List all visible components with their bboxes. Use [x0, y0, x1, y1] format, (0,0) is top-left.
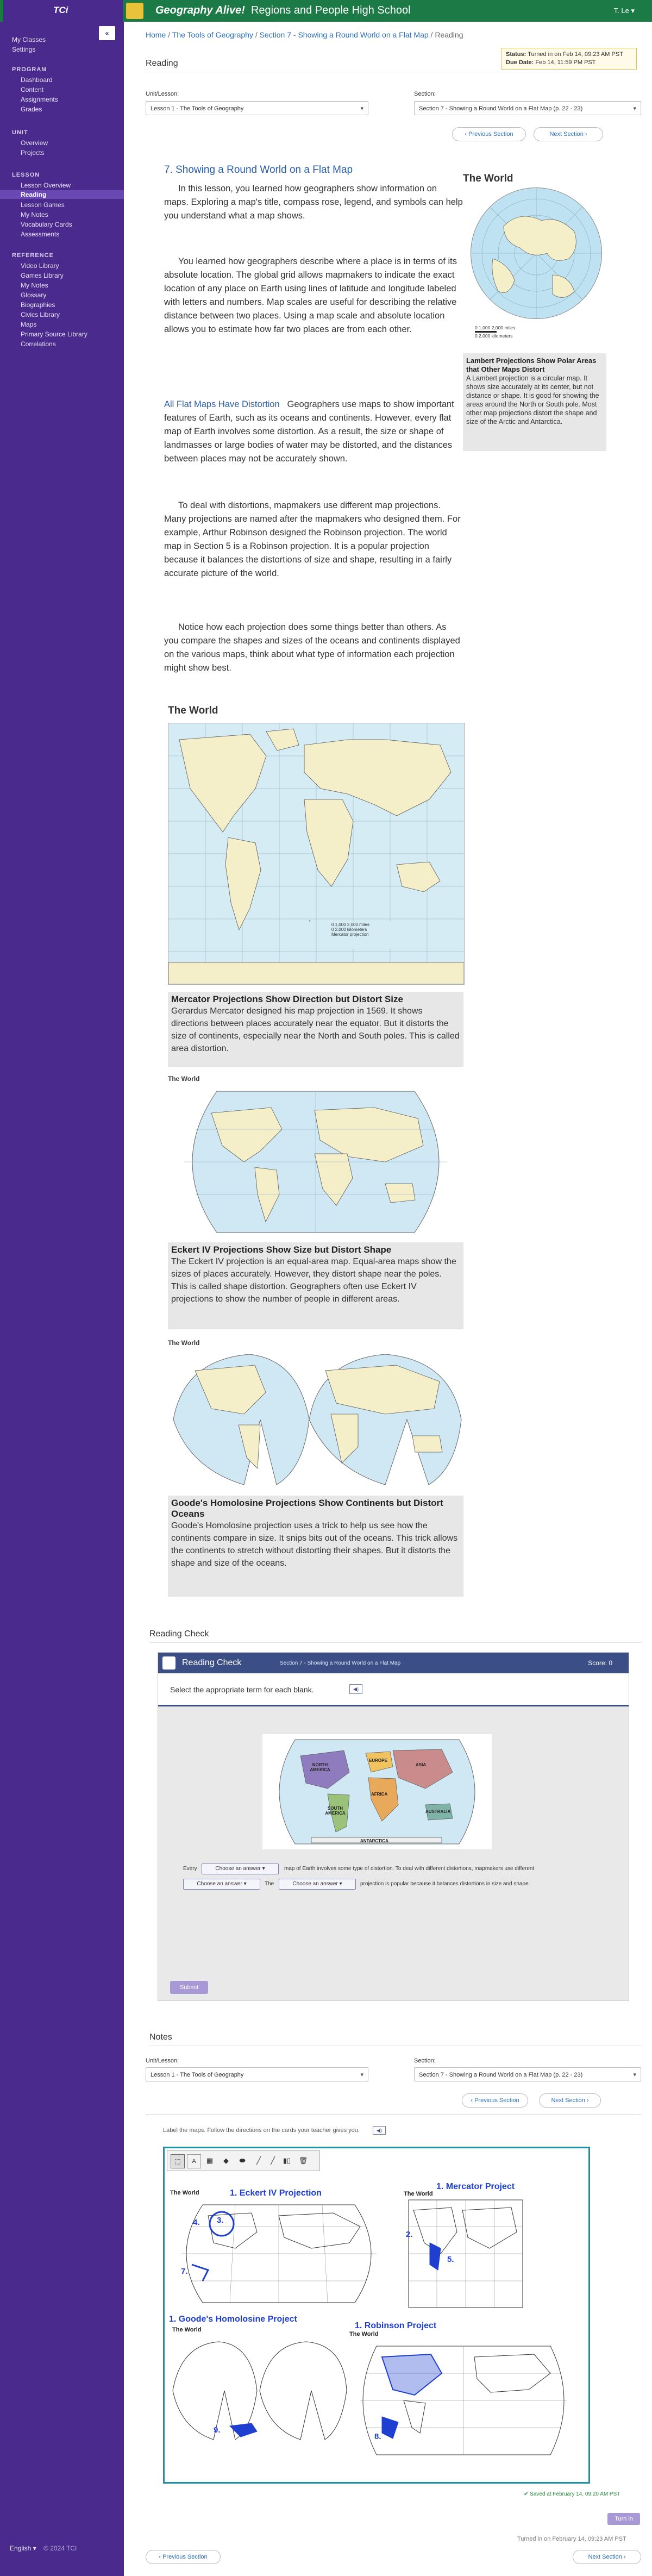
- note-eckert-map: [170, 2199, 387, 2308]
- eckert-caption-title: Eckert IV Projections Show Size but Distort Shape: [171, 1245, 392, 1255]
- goode-map: [168, 1349, 463, 1491]
- eckert-map: [168, 1086, 463, 1238]
- goode-caption-title: Goode's Homolosine Projections Show Continents but Distort Oceans: [171, 1498, 443, 1519]
- sidebar-item-lesson-games[interactable]: Lesson Games: [21, 201, 65, 209]
- school-name: Regions and People High School: [250, 4, 411, 16]
- mercator-scale: [331, 922, 369, 937]
- notes-section-label: Section:: [414, 2058, 436, 2064]
- side-scale-km: 0 2,000 kilometers: [475, 333, 513, 339]
- reading-check-icon: [162, 1656, 175, 1670]
- product-name: Geography Alive!: [155, 4, 245, 16]
- sidebar-header-program: PROGRAM: [12, 66, 47, 73]
- sidebar-item-projects[interactable]: Projects: [21, 149, 45, 157]
- next-section-button[interactable]: Next Section ›: [534, 127, 603, 141]
- submit-button[interactable]: Submit: [170, 1981, 208, 1994]
- label-antarctica: ANTARCTICA: [360, 1839, 388, 1843]
- reading-check-title: Reading Check: [182, 1658, 242, 1667]
- unit-lesson-label: Unit/Lesson:: [146, 91, 179, 97]
- sidebar-header-unit: UNIT: [12, 129, 28, 136]
- lesson-title: 7. Showing a Round World on a Flat Map: [164, 164, 353, 176]
- blank-1-dropdown[interactable]: Choose an answer ▾: [202, 1864, 279, 1874]
- paragraph-5: Notice how each projection does some things better than others. As you compare the shapes and sizes of the oceans and continents displayed on the various maps, think about what type of information each projection might show best.: [164, 622, 460, 673]
- divider: [149, 1642, 642, 1643]
- paragraph-3: [164, 398, 463, 466]
- scale-bar: [475, 331, 497, 333]
- user-menu[interactable]: T. Le ▾: [613, 7, 635, 15]
- logo-text: TCi: [53, 5, 68, 15]
- note-number-2: 2.: [406, 2230, 413, 2239]
- sidebar-item-video-library[interactable]: Video Library: [21, 262, 59, 270]
- user-name: T. Le: [613, 7, 629, 15]
- sidebar-item-assessments[interactable]: Assessments: [21, 230, 60, 238]
- sidebar-item-reading[interactable]: Reading: [21, 191, 47, 198]
- note-world-4: The World: [349, 2331, 379, 2337]
- line-tool-icon[interactable]: ╱: [271, 2156, 275, 2165]
- section-select[interactable]: Section 7 - Showing a Round World on a Flat Map (p. 22 - 23) ▾: [414, 101, 641, 115]
- paragraph-3-keyword: All Flat Maps Have Distortion: [164, 399, 280, 409]
- note-title-eckert: 1. Eckert IV Projection: [230, 2189, 322, 2198]
- tci-logo[interactable]: [3, 0, 123, 22]
- mercator-map-graphic: [168, 723, 464, 984]
- audio-icon[interactable]: ◀): [349, 1684, 362, 1694]
- sidebar-item-civics-library[interactable]: Civics Library: [21, 311, 60, 318]
- mercator-projection-label: Mercator projection: [331, 932, 369, 937]
- arrange-tool-icon[interactable]: ▮▯: [283, 2156, 291, 2165]
- breadcrumb-program[interactable]: The Tools of Geography: [172, 30, 253, 39]
- sidebar-item-my-notes[interactable]: My Notes: [21, 211, 48, 218]
- drawing-toolbar: [167, 2150, 320, 2171]
- text-tool-icon[interactable]: A: [187, 2154, 201, 2168]
- sidebar-item-dashboard[interactable]: Dashboard: [21, 76, 53, 84]
- note-world-2: The World: [404, 2191, 433, 2197]
- reading-check-heading: Reading Check: [149, 1629, 209, 1639]
- notes-canvas-panel: [163, 2147, 590, 2484]
- note-number-4: 4.: [193, 2218, 200, 2227]
- mercator-map-title: The World: [168, 705, 218, 716]
- label-africa: AFRICA: [371, 1792, 388, 1797]
- sidebar-item-settings[interactable]: Settings: [12, 46, 36, 53]
- top-bar: [0, 0, 652, 22]
- eckert-caption-text: The Eckert IV projection is an equal-area map. Equal-area maps show the sizes of places accurately. However, they distort shape near the poles. This is called shape distortion. Geographers often use Eckert IV projections to show the number of people in different areas.: [171, 1257, 456, 1304]
- reading-heading: Reading: [146, 59, 178, 68]
- svg-text:+: +: [309, 920, 311, 923]
- notes-unit-select[interactable]: Lesson 1 - The Tools of Geography ▾: [146, 2067, 368, 2081]
- sidebar-footer: [10, 2544, 77, 2552]
- saved-text: Saved at February 14, 09:20 AM PST: [530, 2491, 620, 2497]
- sentence-1-rest: map of Earth involves some type of distortion. To deal with different distortions, mapmakers use different: [284, 1866, 535, 1872]
- bottom-next-section-button[interactable]: Next Section ›: [573, 2550, 641, 2564]
- mercator-scale-miles: 0 1,000 2,000 miles: [331, 922, 369, 927]
- label-north-america: NORTH AMERICA: [310, 1762, 330, 1772]
- image-tool-icon[interactable]: ▦: [206, 2156, 214, 2165]
- notes-next-section-button[interactable]: Next Section ›: [539, 2093, 601, 2108]
- note-goode-map: [170, 2336, 349, 2445]
- notes-unit-label: Unit/Lesson:: [146, 2058, 179, 2064]
- pen-tool-icon[interactable]: ╱: [256, 2156, 261, 2165]
- product-title: [155, 4, 411, 17]
- sidebar-item-content[interactable]: Content: [21, 86, 44, 93]
- divider: [146, 2114, 641, 2115]
- status-label: Status:: [506, 51, 526, 58]
- word-the: The: [265, 1881, 274, 1887]
- note-number-7: 7.: [181, 2267, 188, 2276]
- lambert-caption-text: A Lambert projection is a circular map. It shows size accurately at its center, but not distance or shape. It is good for showing the areas around the North or South pole. Most other map projections distort the shape and size of the Arctic and Antarctica.: [466, 374, 599, 426]
- language-label: English: [10, 2544, 32, 2552]
- side-scale-miles: 0 1,000 2,000 miles: [475, 325, 516, 330]
- sidebar-item-games-library[interactable]: Games Library: [21, 272, 64, 279]
- status-box: [501, 48, 637, 70]
- sidebar-item-glossary[interactable]: Glossary: [21, 291, 47, 299]
- eckert-map-title: The World: [168, 1075, 200, 1083]
- paragraph-1: In this lesson, you learned how geographers show information on maps. Exploring a map's title, compass rose, legend, and symbols can help you understand what a map shows.: [164, 184, 463, 221]
- turned-in-status: Turned in on February 14, 09:23 AM PST: [517, 2536, 626, 2542]
- sidebar-item-overview[interactable]: Overview: [21, 139, 48, 147]
- mercator-caption: [168, 992, 463, 1067]
- sidebar-header-lesson: LESSON: [12, 172, 40, 178]
- due-value: Feb 14, 11:59 PM PST: [535, 59, 596, 66]
- note-number-8: 8.: [374, 2432, 381, 2441]
- notes-instruction: Label the maps. Follow the directions on the cards your teacher gives you.: [163, 2127, 360, 2134]
- eckert-map-graphic: [168, 1086, 463, 1238]
- reading-check-map: [262, 1734, 492, 1849]
- label-asia: ASIA: [416, 1762, 427, 1767]
- note-title-mercator: 1. Mercator Project: [436, 2182, 515, 2191]
- select-tool-icon[interactable]: ⬚: [171, 2154, 185, 2168]
- eckert-caption: [168, 1242, 463, 1329]
- shape-tool-icon[interactable]: ⬬: [239, 2156, 246, 2165]
- note-title-robinson: 1. Robinson Project: [355, 2321, 437, 2330]
- notes-section-select[interactable]: Section 7 - Showing a Round World on a Flat Map (p. 22 - 23) ▾: [414, 2067, 641, 2081]
- breadcrumb-sep: /: [255, 30, 258, 39]
- lambert-map-graphic: [471, 188, 601, 318]
- breadcrumb: [146, 30, 463, 39]
- previous-section-button[interactable]: ‹ Previous Section: [452, 127, 526, 141]
- bottom-previous-section-button[interactable]: ‹ Previous Section: [146, 2550, 221, 2564]
- sentence-1: [183, 1866, 197, 1872]
- sidebar-item-ref-my-notes[interactable]: My Notes: [21, 282, 48, 289]
- paragraph-2: You learned how geographers describe where a place is in terms of its absolute location. The global grid allows mapmakers to indicate the exact location of any place on Earth using lines of latitude and longitude labeled with letters and numbers. Map scales are useful for describing the relative distance between two places. Using a map scale and absolute location allows you to estimate how far two places are from each other.: [164, 257, 457, 334]
- lambert-map: [471, 187, 602, 319]
- word-every: Every: [183, 1866, 197, 1872]
- notes-previous-section-button[interactable]: ‹ Previous Section: [462, 2093, 528, 2108]
- section-label: Section:: [414, 91, 436, 97]
- sidebar-item-vocabulary-cards[interactable]: Vocabulary Cards: [21, 221, 72, 228]
- sidebar: [0, 22, 124, 2576]
- mercator-map: [168, 723, 465, 985]
- turn-in-button[interactable]: Turn in: [607, 2513, 640, 2525]
- sidebar-item-maps[interactable]: Maps: [21, 321, 37, 328]
- mercator-caption-text: Gerardus Mercator designed his map projection in 1569. It shows directions between places accurately near the equator. But it distorts the size of continents, especially near the North and South poles. This is called area distortion.: [171, 1006, 460, 1053]
- sidebar-item-lesson-overview[interactable]: Lesson Overview: [21, 182, 71, 189]
- breadcrumb-section[interactable]: Section 7 - Showing a Round World on a Flat Map: [259, 30, 429, 39]
- note-number-3: 3.: [217, 2216, 224, 2225]
- note-world-3: The World: [172, 2327, 202, 2333]
- note-world-1: The World: [170, 2190, 199, 2196]
- instruction: Select the appropriate term for each blank.: [170, 1685, 314, 1694]
- reading-check-frame: [158, 1652, 629, 2001]
- goode-caption: [168, 1496, 463, 1597]
- status-value: Turned in on Feb 14, 09:23 AM PST: [528, 51, 623, 58]
- label-europe: EUROPE: [369, 1758, 387, 1763]
- goode-caption-text: Goode's Homolosine projection uses a trick to help us see how the continents compare in size. It snips bits out of the oceans. This trick allows the continents to stretch without distorting their shapes. But it distorts the shape and size of the oceans.: [171, 1521, 458, 1568]
- notes-audio-icon[interactable]: ◀): [373, 2126, 386, 2135]
- reading-check-subtitle: Section 7 - Showing a Round World on a Flat Map: [280, 1660, 401, 1666]
- sidebar-item-grades[interactable]: Grades: [21, 105, 42, 113]
- goode-map-title: The World: [168, 1339, 200, 1347]
- paragraph-3-text: Geographers use maps to show important features of Earth, such as its oceans and continents. However, every flat map of Earth involves some distortion. As a result, the size or shape of landmasses or large bodies of water may be distorted, and the distances between places may not be accurately shown.: [164, 399, 454, 464]
- saved-status: ✔ Saved at February 14, 09:20 AM PST: [524, 2491, 620, 2497]
- blank-3-dropdown[interactable]: Choose an answer ▾: [279, 1879, 356, 1890]
- sidebar-header-reference: REFERENCE: [12, 252, 54, 259]
- lambert-caption-title: Lambert Projections Show Polar Areas that Other Maps Distort: [466, 357, 597, 373]
- sidebar-active-highlight: [0, 190, 124, 199]
- sidebar-item-my-classes[interactable]: My Classes: [12, 36, 46, 43]
- score: Score: 0: [588, 1659, 612, 1667]
- note-number-9: 9.: [214, 2425, 221, 2435]
- unit-lesson-select[interactable]: Lesson 1 - The Tools of Geography ▾: [146, 101, 368, 115]
- notes-heading: Notes: [149, 2033, 172, 2042]
- copyright: © 2024 TCI: [43, 2544, 77, 2552]
- breadcrumb-sep: /: [168, 30, 171, 39]
- breadcrumb-current: Reading: [435, 30, 463, 39]
- note-robinson-map: [349, 2341, 578, 2460]
- delete-tool-icon[interactable]: 🗑: [298, 2156, 308, 2165]
- note-title-goode: 1. Goode's Homolosine Project: [169, 2315, 297, 2324]
- mercator-scale-km: 0 2,000 kilometers: [331, 927, 367, 932]
- breadcrumb-home[interactable]: Home: [146, 30, 166, 39]
- sidebar-item-assignments[interactable]: Assignments: [21, 96, 58, 103]
- sentence-2-rest: projection is popular because it balances distortions in size and shape.: [360, 1881, 530, 1887]
- instruction-bar: [158, 1673, 629, 1706]
- fill-tool-icon[interactable]: ◆: [223, 2156, 229, 2165]
- label-south-america: SOUTH AMERICA: [325, 1806, 346, 1816]
- due-label: Due Date:: [506, 59, 534, 66]
- side-map-scale: [475, 325, 515, 339]
- goode-map-graphic: [168, 1349, 463, 1491]
- collapse-sidebar-icon[interactable]: «: [99, 26, 115, 40]
- paragraph-4: To deal with distortions, mapmakers use different map projections. Many projections are named after the mapmakers who designed them. For example, Arthur Robinson designed the Robinson projection. The world map in Section 5 is a Robinson projection. It is a popular projection because it balances the distortions of size and shape, resulting in a fairly accurate picture of the world.: [164, 501, 461, 578]
- breadcrumb-sep: /: [430, 30, 433, 39]
- lambert-caption: [463, 353, 606, 451]
- blank-2-dropdown[interactable]: Choose an answer ▾: [183, 1879, 260, 1890]
- sidebar-item-biographies[interactable]: Biographies: [21, 301, 55, 309]
- label-australia: AUSTRALIA: [425, 1809, 451, 1814]
- sidebar-item-primary-source-library[interactable]: Primary Source Library: [21, 330, 87, 338]
- mercator-caption-title: Mercator Projections Show Direction but Distort Size: [171, 994, 403, 1004]
- side-map-title: The World: [463, 173, 513, 184]
- note-number-5: 5.: [447, 2255, 454, 2264]
- reading-check-header: [158, 1653, 629, 1673]
- note-mercator-map: [408, 2199, 523, 2308]
- language-select[interactable]: English ▾: [10, 2544, 36, 2552]
- sidebar-item-correlations[interactable]: Correlations: [21, 340, 56, 348]
- product-icon: [126, 3, 143, 19]
